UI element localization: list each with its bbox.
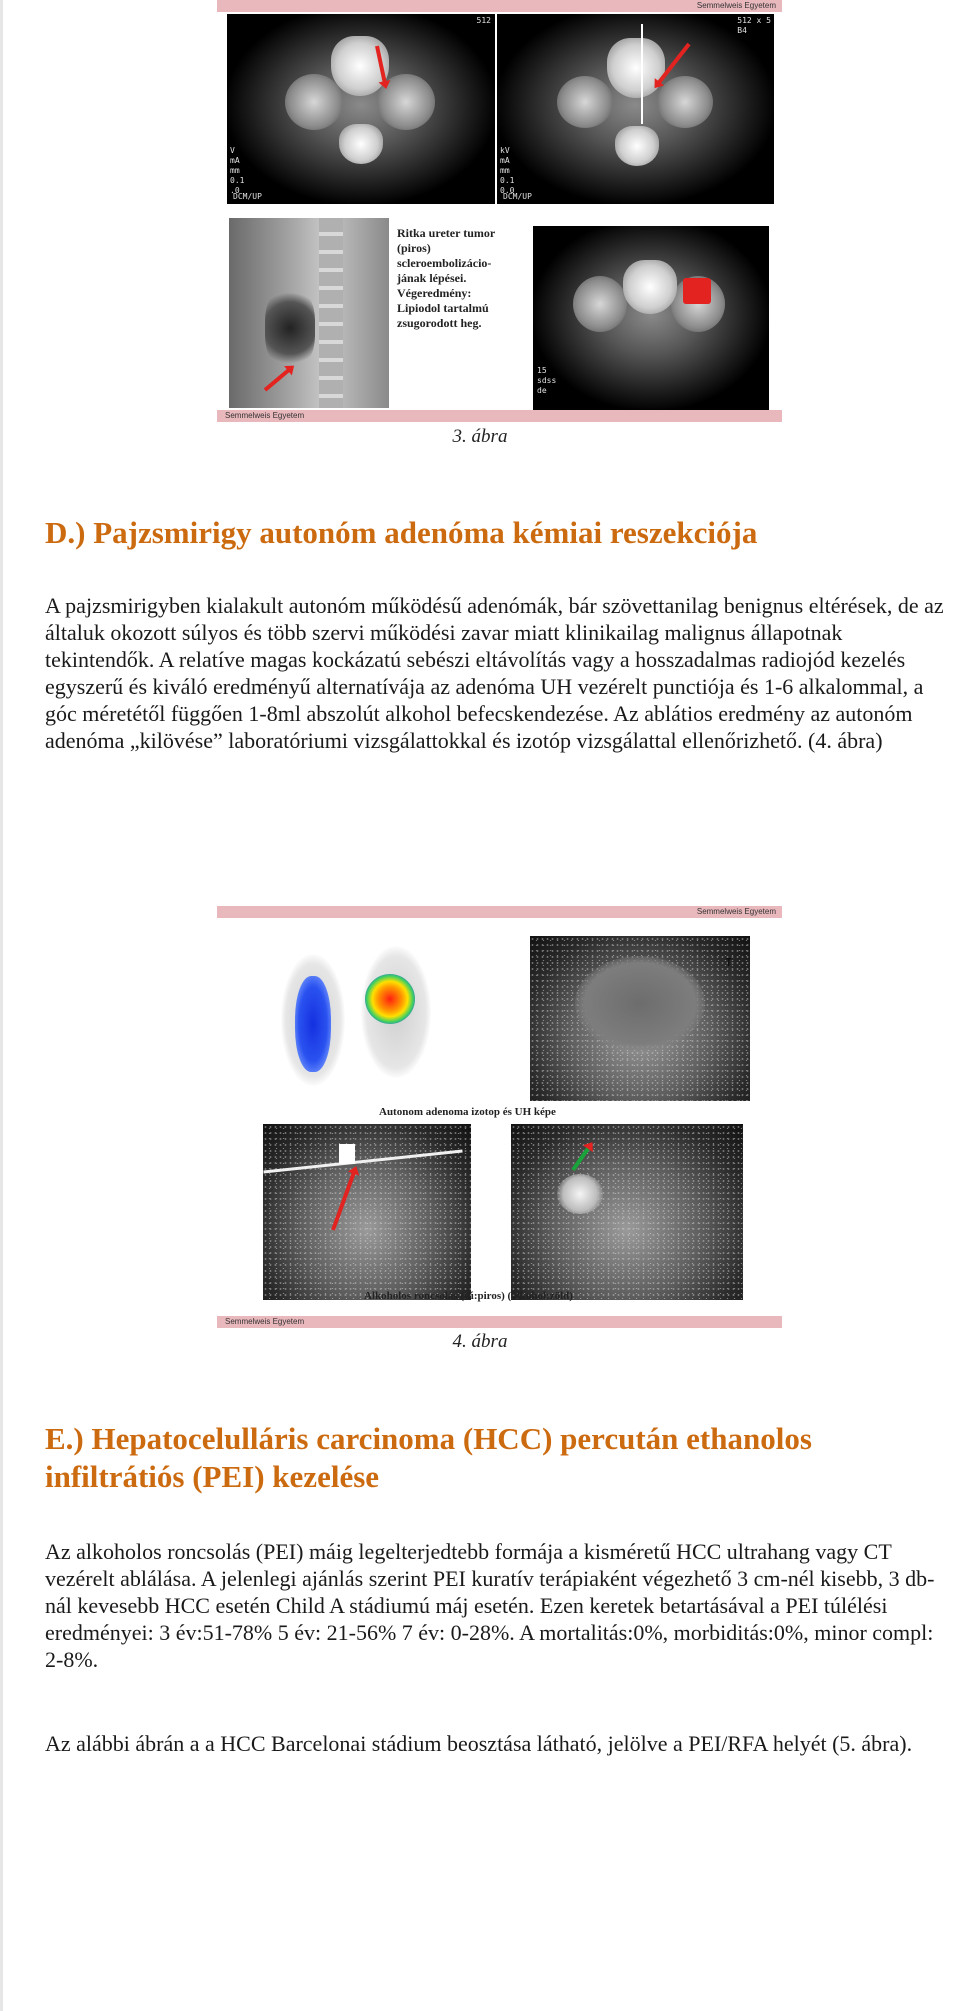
slide-brand-bar-bottom: Semmelweis Egyetem [217,1316,782,1328]
figure-4-caption: 4. ábra [452,1331,508,1352]
ct-scan-image-3: 15 sdss de [533,226,769,410]
ct-scan-image-1: V mA mm 0.1 .0 512 DCM/UP [227,14,495,204]
section-e-paragraph-1: Az alkoholos roncsolás (PEI) máig legelterjedtebb formája a kisméretű HCC ultrahang vagy CT vezérelt ablálása. A jelenlegi ajánlás szerint PEI kuratív terápiaként végezhető 3 cm-nél kisebb, 3 db-nál kevesebb HCC esetén Child A stádiumú máj esetén. Ezen keretek betartásával a PEI túlélési eredményei: 3 év:51-78% 5 év: 21-56% 7 év: 0-28%. A mortalitás:0%, morbiditás:0%, minor compl: 2-8%. [45,1539,935,1672]
section-e-paragraph-2: Az alábbi ábrán a a HCC Barcelonai stádium beosztása látható, jelölve a PEI/RFA helyét (5. ábra). [45,1731,913,1756]
ultrasound-image-2 [263,1124,471,1300]
ureter-arrow [264,367,293,392]
xray-image [229,218,389,408]
figure-3-caption: 3. ábra [452,426,508,447]
page-left-rule [0,0,3,2011]
figure-3-slide [217,0,782,425]
slide-brand-bar-bottom: Semmelweis Egyetem [217,410,782,422]
ultrasound-image-1: T [530,936,750,1101]
slide-note-text: Ritka ureter tumor (piros) scleroembolizácio-jának lépései. Végeredmény: Lipiodol tartalmú zsugorodott heg. [397,226,495,330]
section-d-heading: D.) Pajzsmirigy autonóm adenóma kémiai reszekciója [45,515,758,550]
section-d-paragraph: A pajzsmirigyben kialakult autonóm működésű adenómák, bár szövettanilag benignus eltérések, de az általuk okozott súlyos és több szervi működési zavar miatt klinikailag malignus állapotnak tekintendők. A relatíve magas kockázatú sebészi eltávolítás vagy a hosszadalmas radiojód kezelés egyszerű és kiváló eredményű alternatívája az adenóma UH vezérelt punctiója és 1-6 alkalommal, a góc méretétől függően 1-8ml abszolút alkohol befecskendezése. Az ablátios eredmény az autonóm adenóma „kilövése” laboratóriumi vizsgálattokkal és izotóp vizsgálattal ellenőrizhető. (4. ábra) [45,593,944,753]
figure-4-bottom-caption: Alkoholos roncsolás (tű:piros) (alkohol:zöld) [364,1290,573,1302]
figure-4-slide [217,906,782,1330]
ct-scan-image-2: kV mA mm 0.1 0.0 512 x 5 B4 DCM/UP [497,14,774,204]
ultrasound-image-3 [511,1124,743,1300]
slide-brand-bar-top: Semmelweis Egyetem [217,0,782,12]
figure-4-top-caption: Autonom adenoma izotop és UH képe [379,1106,556,1118]
slide-brand-bar-top: Semmelweis Egyetem [217,906,782,918]
section-e-heading: E.) Hepatocelulláris carcinoma (HCC) percután ethanolos infiltrátiós (PEI) kezelése [45,1421,812,1494]
isotope-scan-image [261,936,447,1102]
